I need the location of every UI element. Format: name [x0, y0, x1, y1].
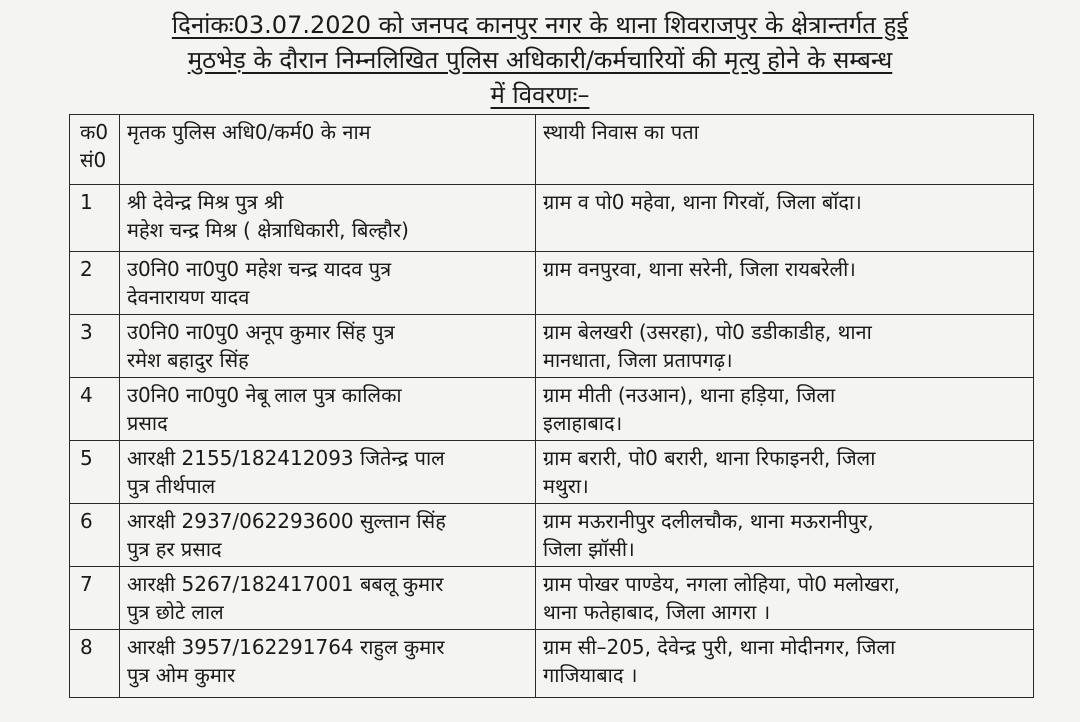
name-name-line1: उ0नि0 ना0पु0 महेश चन्द्र यादव पुत्र: [127, 257, 392, 281]
address-addr-line1: ग्राम व पो0 महेवा, थाना गिरवॉ, जिला बॉदा।: [543, 190, 862, 214]
name-name-line1: आरक्षी 3957/162291764 राहुल कुमार: [127, 635, 445, 659]
document-heading: [60, 8, 1020, 113]
heading-line-2: मुठभेड़ के दौरान निम्नलिखित पुलिस अधिकारी/कर्मचारियों की मृत्यु होने के सम्बन्ध: [187, 46, 893, 74]
name-name-line1: उ0नि0 ना0पु0 अनूप कुमार सिंह पुत्र: [127, 320, 395, 344]
row-name: [120, 441, 536, 504]
name-name-line2: प्रसाद: [127, 411, 168, 435]
header-serial-line-1: क0: [80, 120, 109, 144]
name-name-line2: रमेश बहादुर सिंह: [127, 348, 249, 372]
name-name-line1: आरक्षी 5267/182417001 बबलू कुमार: [127, 572, 444, 596]
name-name-line2: देवनारायण यादव: [127, 285, 250, 309]
address-addr-line1: ग्राम मीती (नउआन), थाना हड़िया, जिला: [543, 383, 836, 407]
name-name-line2: पुत्र छोटे लाल: [127, 600, 224, 624]
row-address: [536, 252, 1034, 315]
row-serial: 5: [70, 441, 120, 504]
row-serial: 3: [70, 315, 120, 378]
table-row: [70, 252, 1034, 315]
row-address: [536, 567, 1034, 630]
table-row: [70, 315, 1034, 378]
address-addr-line1: ग्राम वनपुरवा, थाना सरेनी, जिला रायबरेली।: [543, 257, 856, 281]
row-address: [536, 315, 1034, 378]
row-name: [120, 315, 536, 378]
name-name-line2: पुत्र ओम कुमार: [127, 663, 236, 687]
address-addr-line1: ग्राम सी–205, देवेन्द्र पुरी, थाना मोदीनगर, जिला: [543, 635, 896, 659]
address-addr-line1: ग्राम पोखर पाण्डेय, नगला लोहिया, पो0 मलोखरा,: [543, 572, 901, 596]
address-addr-line2: इलाहाबाद।: [543, 411, 623, 435]
row-address: [536, 441, 1034, 504]
table-row: [70, 504, 1034, 567]
row-serial: 1: [70, 185, 120, 252]
name-name-line1: आरक्षी 2155/182412093 जितेन्द्र पाल: [127, 446, 445, 470]
row-name: [120, 630, 536, 698]
row-name: [120, 252, 536, 315]
table-row: [70, 567, 1034, 630]
row-serial: 4: [70, 378, 120, 441]
address-addr-line2: थाना फतेहाबाद, जिला आगरा ।: [543, 600, 771, 624]
row-address: [536, 630, 1034, 698]
name-name-line1: श्री देवेन्द्र मिश्र पुत्र श्री: [127, 190, 284, 214]
row-address: [536, 504, 1034, 567]
heading-line-1: दिनांकः03.07.2020 को जनपद कानपुर नगर के थाना शिवराजपुर के क्षेत्रान्तर्गत हुई: [171, 11, 909, 39]
name-name-line2: पुत्र हर प्रसाद: [127, 537, 222, 561]
header-name: मृतक पुलिस अधि0/कर्म0 के नाम: [120, 115, 536, 185]
row-name: [120, 185, 536, 252]
header-serial-line-2: सं0: [80, 148, 107, 172]
header-serial: [70, 115, 120, 185]
table-row: [70, 441, 1034, 504]
row-serial: 2: [70, 252, 120, 315]
row-serial: 6: [70, 504, 120, 567]
table-header-row: [70, 115, 1034, 185]
address-addr-line2: गाजियाबाद ।: [543, 663, 638, 687]
row-name: [120, 567, 536, 630]
deceased-personnel-table: [69, 114, 1034, 698]
name-name-line1: आरक्षी 2937/062293600 सुल्तान सिंह: [127, 509, 446, 533]
name-name-line2: महेश चन्द्र मिश्र ( क्षेत्राधिकारी, बिल्हौर): [127, 218, 409, 242]
row-serial: 7: [70, 567, 120, 630]
row-name: [120, 378, 536, 441]
row-address: [536, 378, 1034, 441]
address-addr-line2: जिला झॉसी।: [543, 537, 635, 561]
address-addr-line1: ग्राम बेलखरी (उसरहा), पो0 डडीकाडीह, थाना: [543, 320, 872, 344]
row-serial: 8: [70, 630, 120, 698]
table-row: [70, 185, 1034, 252]
name-name-line2: पुत्र तीर्थपाल: [127, 474, 216, 498]
table-row: [70, 378, 1034, 441]
address-addr-line2: मानधाता, जिला प्रतापगढ़।: [543, 348, 733, 372]
row-name: [120, 504, 536, 567]
header-address: स्थायी निवास का पता: [536, 115, 1034, 185]
heading-line-3: में विवरणः–: [490, 81, 590, 109]
row-address: [536, 185, 1034, 252]
address-addr-line1: ग्राम बरारी, पो0 बरारी, थाना रिफाइनरी, जिला: [543, 446, 876, 470]
table-row: [70, 630, 1034, 698]
address-addr-line1: ग्राम मऊरानीपुर दलीलचौक, थाना मऊरानीपुर,: [543, 509, 874, 533]
name-name-line1: उ0नि0 ना0पु0 नेबू लाल पुत्र कालिका: [127, 383, 402, 407]
address-addr-line2: मथुरा।: [543, 474, 589, 498]
